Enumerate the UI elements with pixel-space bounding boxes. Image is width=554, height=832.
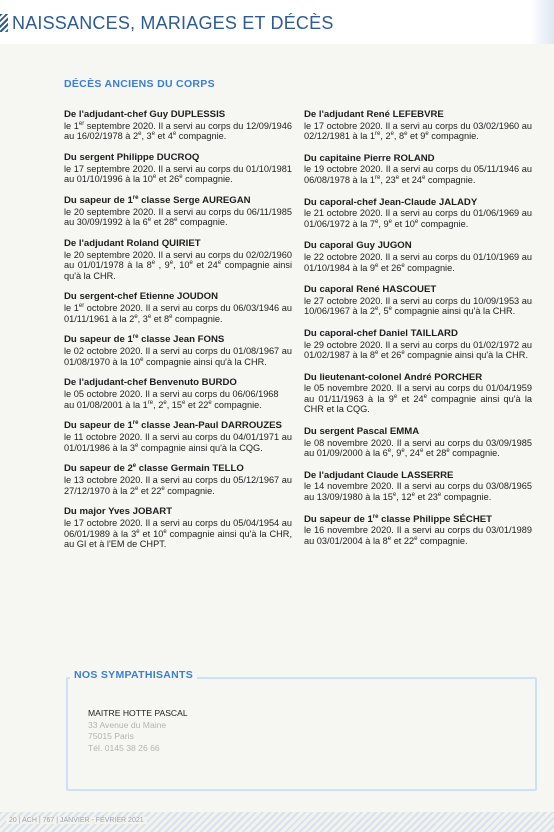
obituary-name: Du sergent-chef Etienne JOUDON: [64, 291, 219, 303]
obituary-name: Du caporal-chef Daniel TAILLARD: [304, 327, 458, 339]
obituary-text: le 05 octobre 2020. Il a servi au corps du 06/06/1968 au 01/08/2001 à la 1re, 2e, 15e et 22e compagnie.: [64, 389, 279, 410]
obituary-entry: [304, 373, 532, 415]
footer-label: 20 | ACH | 767 | JANVIER - FÉVRIER 2021: [6, 817, 147, 824]
obituary-text: le 17 septembre 2020. Il a servi au corps du 01/10/1981 au 01/10/1996 à la 10e et 26e compagnie.: [64, 163, 292, 185]
obituary-name: Du sapeur de 1re classe Jean-Paul DARROUZES: [64, 420, 282, 432]
obituary-entry: [64, 239, 292, 281]
page-footer: [0, 812, 554, 832]
obituary-text: le 13 octobre 2020. Il a servi au corps du 05/12/1967 au 27/12/1970 à la 2e et 22e compagnie.: [64, 474, 292, 496]
sympathisants-content: [88, 708, 188, 754]
sympathisant-phone: Tél. 0145 38 26 66: [88, 742, 160, 753]
obituary-text: le 20 septembre 2020. Il a servi au corps du 02/02/1960 au 01/01/1978 à la 8e , 9e, 10e et 24e compagnie ainsi qu'à la CHR.: [64, 249, 292, 281]
obituary-text: le 19 octobre 2020. Il a servi au corps du 05/11/1946 au 06/08/1978 à la 1re, 23e et 24e compagnie.: [304, 164, 532, 185]
obituary-text: le 1er septembre 2020. Il a servi au corps du 12/09/1946 au 16/02/1978 à 2e, 3e et 4e compagnie.: [64, 120, 292, 142]
page-title: NAISSANCES, MARIAGES ET DÉCÈS: [12, 13, 334, 33]
obituary-name: Du lieutenant-colonel André PORCHER: [304, 371, 483, 383]
obituary-name: Du caporal René HASCOUET: [304, 284, 437, 296]
obituary-text: le 22 octobre 2020. Il a servi au corps du 01/10/1969 au 01/10/1984 à la 9e et 26e compagnie.: [304, 251, 532, 273]
obituary-text: le 21 octobre 2020. Il a servi au corps du 01/06/1969 au 01/06/1972 à la 7e, 9e et 10e compagnie.: [304, 208, 532, 229]
page-header: [0, 0, 554, 44]
obituary-name: Du capitaine Pierre ROLAND: [304, 152, 435, 164]
obituary-entry: [64, 110, 292, 142]
obituary-name: Du sergent Pascal EMMA: [304, 426, 420, 438]
obituary-entry: [64, 196, 292, 228]
obituary-text: le 16 novembre 2020. Il a servi au corps du 03/01/1989 au 03/01/2004 à la 8e et 22e compagnie.: [304, 525, 532, 546]
section-title: DÉCÈS ANCIENS DU CORPS: [64, 78, 215, 90]
obituary-name: Du sapeur de 1re classe Jean FONS: [64, 334, 225, 346]
obituary-entry: [304, 285, 532, 317]
header-stripes-decoration: [0, 14, 8, 32]
obituary-name: De l'adjudant-chef Benvenuto BURDO: [64, 377, 237, 389]
sympathisant-address-city: 75015 Paris: [88, 731, 134, 741]
obituary-name: Du sergent Philippe DUCROQ: [64, 151, 200, 163]
obituary-name: Du caporal-chef Jean-Claude JALADY: [304, 196, 478, 208]
obituary-entry: [304, 329, 532, 361]
obituary-entry: [64, 421, 292, 453]
obituary-text: le 08 novembre 2020. Il a servi au corps du 03/09/1985 au 01/09/2000 à la 6e, 9e, 24e et 28e compagnie.: [304, 437, 532, 459]
obituary-name: De l'adjudant René LEFEBVRE: [304, 109, 444, 120]
obituary-name: Du sapeur de 2e classe Germain TELLO: [64, 463, 244, 475]
obituary-text: le 02 octobre 2020. Il a servi au corps du 01/08/1967 au 01/08/1970 à la 10e compagnie ainsi qu'à la CHR.: [64, 346, 292, 367]
obituary-text: le 29 octobre 2020. Il a servi au corps du 01/02/1972 au 01/02/1987 à la 8e et 26e compagnie ainsi qu'à la CHR.: [304, 339, 532, 361]
obituary-name: Du sapeur de 1re classe Serge AUREGAN: [64, 194, 251, 206]
obituary-column-right: [304, 110, 532, 558]
obituary-text: le 20 septembre 2020. Il a servi au corps du 06/11/1985 au 30/09/1992 à la 6e et 28e compagnie.: [64, 206, 292, 228]
obituary-entry: [304, 154, 532, 186]
obituary-text: le 05 novembre 2020. Il a servi au corps du 01/04/1959 au 01/11/1963 à la 9e et 24e compagnie ainsi qu'à la CHR et la CQG.: [304, 383, 532, 415]
obituary-text: le 17 octobre 2020. Il a servi au corps du 05/04/1954 au 06/01/1989 à la 3e et 10e compagnie ainsi qu'à la CHR, au GI et à l'EM de CHPT.: [64, 517, 292, 550]
obituary-entry: [64, 153, 292, 185]
obituary-text: le 14 novembre 2020. Il a servi au corps du 03/08/1965 au 13/09/1980 à la 15e, 12e et 23e compagnie.: [304, 481, 532, 503]
sympathisant-name: MAITRE HOTTE PASCAL: [88, 708, 188, 718]
obituary-entry: [64, 507, 292, 549]
obituary-entry: [304, 471, 532, 503]
obituary-entry: [304, 110, 532, 142]
obituary-entry: [64, 335, 292, 367]
sympathisant-address-street: 33 Avenue du Maine: [88, 719, 167, 730]
obituary-name: Du caporal Guy JUGON: [304, 240, 412, 252]
obituary-entry: [64, 378, 292, 410]
obituary-text: le 11 octobre 2020. Il a servi au corps du 04/01/1971 au 01/01/1986 à la 3e compagnie ainsi qu'à la CQG.: [64, 431, 292, 453]
obituary-entry: [304, 427, 532, 459]
obituary-entry: [304, 515, 532, 547]
obituary-name: Du major Yves JOBART: [64, 506, 173, 518]
obituary-text: le 27 octobre 2020. Il a servi au corps du 10/09/1953 au 10/06/1967 à la 2e, 5e compagnie ainsi qu'à la CHR.: [304, 295, 532, 317]
obituary-entry: [64, 464, 292, 496]
obituary-text: le 1er octobre 2020. Il a servi au corps du 06/03/1946 au 01/11/1961 à la 2e, 3e et 8e compagnie.: [64, 303, 292, 324]
obituary-name: De l'adjudant Claude LASSERRE: [304, 469, 454, 481]
header-right-band: [530, 0, 554, 44]
obituary-entry: [304, 241, 532, 273]
obituary-name: Du sapeur de 1re classe Philippe SÉCHET: [304, 513, 493, 525]
obituary-entry: [64, 292, 292, 324]
obituary-name: De l'adjudant Roland QUIRIET: [64, 237, 201, 249]
obituary-name: De l'adjudant-chef Guy DUPLESSIS: [64, 109, 226, 120]
obituary-entry: [304, 198, 532, 230]
obituary-text: le 17 octobre 2020. Il a servi au corps du 03/02/1960 au 02/12/1981 à la 1re, 2e, 8e et 9e compagnie.: [304, 120, 532, 142]
sympathisants-title: NOS SYMPATHISANTS: [70, 669, 197, 681]
obituary-column-left: [64, 110, 292, 561]
